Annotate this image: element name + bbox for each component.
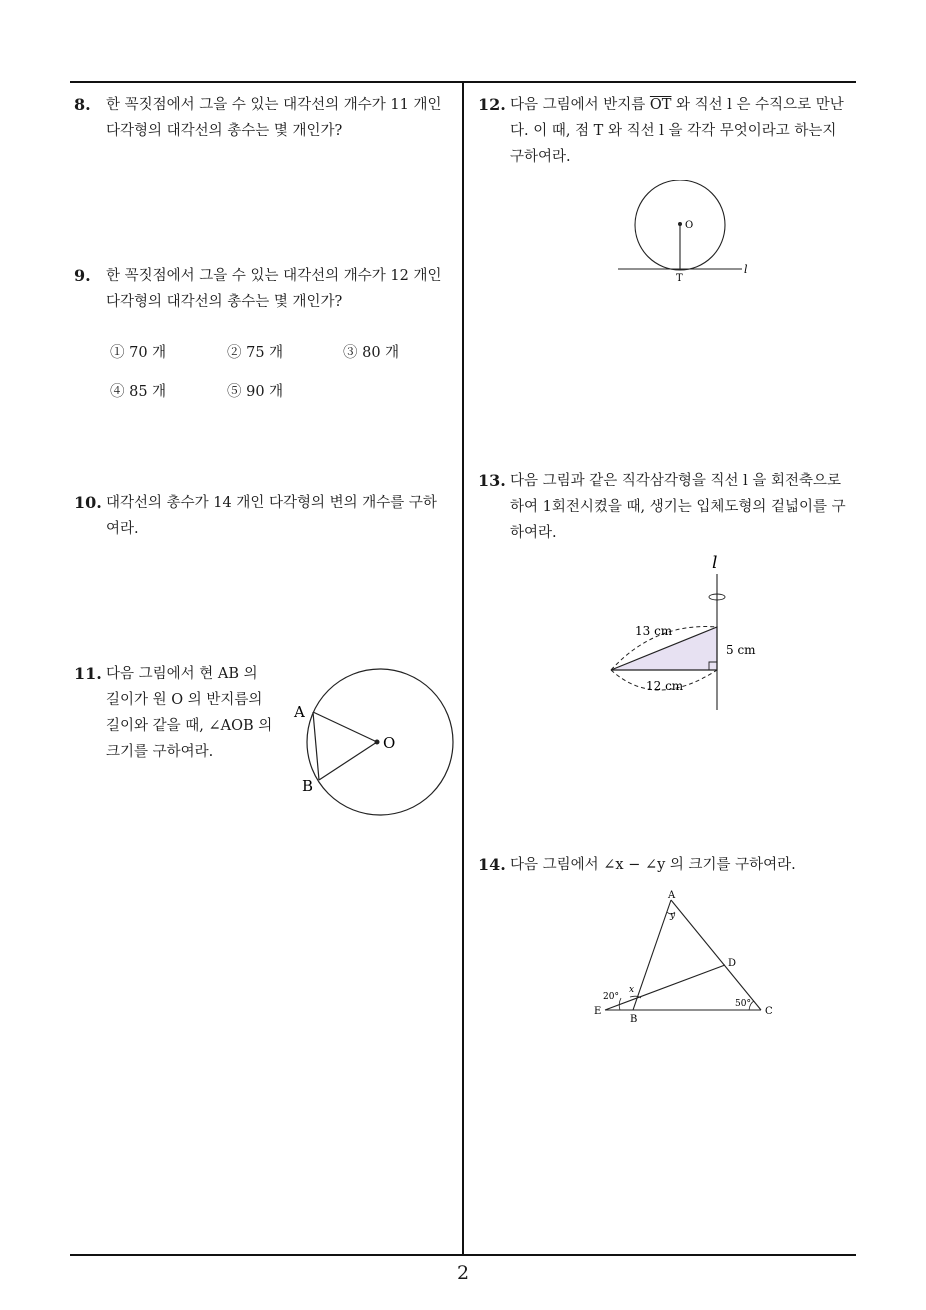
question-14 xyxy=(478,852,858,878)
question-text-line: 다각형의 대각선의 총수는 몇 개인가? xyxy=(106,123,343,139)
column-divider xyxy=(462,82,464,1254)
question-text-line: 다음 그림에서 현 AB 의 xyxy=(106,666,258,682)
label-l: l xyxy=(744,263,748,276)
question-text-line: 한 꼭짓점에서 그을 수 있는 대각선의 개수가 12 개인 xyxy=(106,268,442,284)
question-text-line: 다음 그림에서 ∠x − ∠y 의 크기를 구하여라. xyxy=(510,857,796,873)
label-y: y xyxy=(670,911,676,921)
label-b: B xyxy=(630,1014,638,1025)
label-a: A xyxy=(668,890,676,901)
question-number: 14. xyxy=(478,855,506,874)
label-a: A xyxy=(294,703,305,721)
question-13 xyxy=(478,468,858,546)
bottom-rule xyxy=(70,1254,856,1256)
question-text-line: 다. 이 때, 점 T 와 직선 l 을 각각 무엇이라고 하는지 xyxy=(510,123,837,139)
label-angle-e: 20° xyxy=(603,992,619,1002)
side-ac xyxy=(671,900,761,1010)
question-text-part: 와 직선 l 은 수직으로 만난 xyxy=(671,97,844,113)
tangent-figure xyxy=(610,180,760,290)
label-x: x xyxy=(629,985,635,995)
choice-1[interactable]: ① 70 개 xyxy=(110,345,167,361)
segment-ot: $\overline{OT}$ xyxy=(649,97,672,113)
question-9 xyxy=(74,263,459,315)
label-c: C xyxy=(765,1006,773,1017)
question-number: 9. xyxy=(74,266,91,285)
base-label: 12 cm xyxy=(646,679,684,693)
label-o: O xyxy=(383,734,396,752)
question-text-line: 길이와 같을 때, ∠AOB 의 xyxy=(106,718,273,734)
question-text-line: 다음 그림과 같은 직각삼각형을 직선 l 을 회전축으로 xyxy=(510,473,842,489)
question-number: 8. xyxy=(74,95,91,114)
choice-2[interactable]: ② 75 개 xyxy=(227,345,284,361)
question-number: 13. xyxy=(478,471,506,490)
circle-o xyxy=(307,669,453,815)
hyp-label: 13 cm xyxy=(635,624,673,638)
side-ab xyxy=(633,900,671,1010)
question-number: 10. xyxy=(74,493,102,512)
question-text-line: 하여라. xyxy=(510,525,557,541)
question-text-line: 크기를 구하여라. xyxy=(106,744,214,760)
question-text-line: 대각선의 총수가 14 개인 다각형의 변의 개수를 구하 xyxy=(106,495,437,511)
radius-ob xyxy=(319,742,377,780)
chord-ab xyxy=(313,712,319,780)
question-number: 11. xyxy=(74,664,102,683)
rotation-triangle-figure xyxy=(595,550,775,720)
center-point xyxy=(375,740,380,745)
question-number: 12. xyxy=(478,95,506,114)
label-angle-c: 50° xyxy=(735,999,751,1009)
choice-3[interactable]: ③ 80 개 xyxy=(343,345,400,361)
question-text-line: 다각형의 대각선의 총수는 몇 개인가? xyxy=(106,294,343,310)
question-text-line: 길이가 원 O 의 반지름의 xyxy=(106,692,263,708)
leg-label: 5 cm xyxy=(726,643,756,657)
choice-4[interactable]: ④ 85 개 xyxy=(110,384,167,400)
question-10 xyxy=(74,490,459,542)
label-b: B xyxy=(302,777,314,795)
question-text-part: 다음 그림에서 반지름 xyxy=(510,97,650,113)
question-8 xyxy=(74,92,459,144)
center-point xyxy=(678,222,682,226)
question-text-line: 한 꼭짓점에서 그을 수 있는 대각선의 개수가 11 개인 xyxy=(106,97,442,113)
question-text-line: 구하여라. xyxy=(510,149,571,165)
label-d: D xyxy=(728,958,737,969)
triangle-angle-figure xyxy=(585,885,785,1030)
question-12 xyxy=(478,92,858,170)
page-number: 2 xyxy=(456,1262,470,1284)
question-11 xyxy=(74,661,284,765)
circle-chord-figure xyxy=(285,660,460,860)
choice-5[interactable]: ⑤ 90 개 xyxy=(227,384,284,400)
label-o: O xyxy=(685,220,694,231)
line-ed xyxy=(605,965,725,1010)
label-e: E xyxy=(594,1006,602,1017)
question-text-line: 하여 1회전시켰을 때, 생기는 입체도형의 겉넓이를 구 xyxy=(510,499,846,515)
label-t: T xyxy=(676,273,683,284)
radius-oa xyxy=(313,712,377,742)
angle-x-arc xyxy=(630,996,641,998)
axis-label: l xyxy=(712,553,718,573)
question-text-line: 여라. xyxy=(106,521,139,537)
